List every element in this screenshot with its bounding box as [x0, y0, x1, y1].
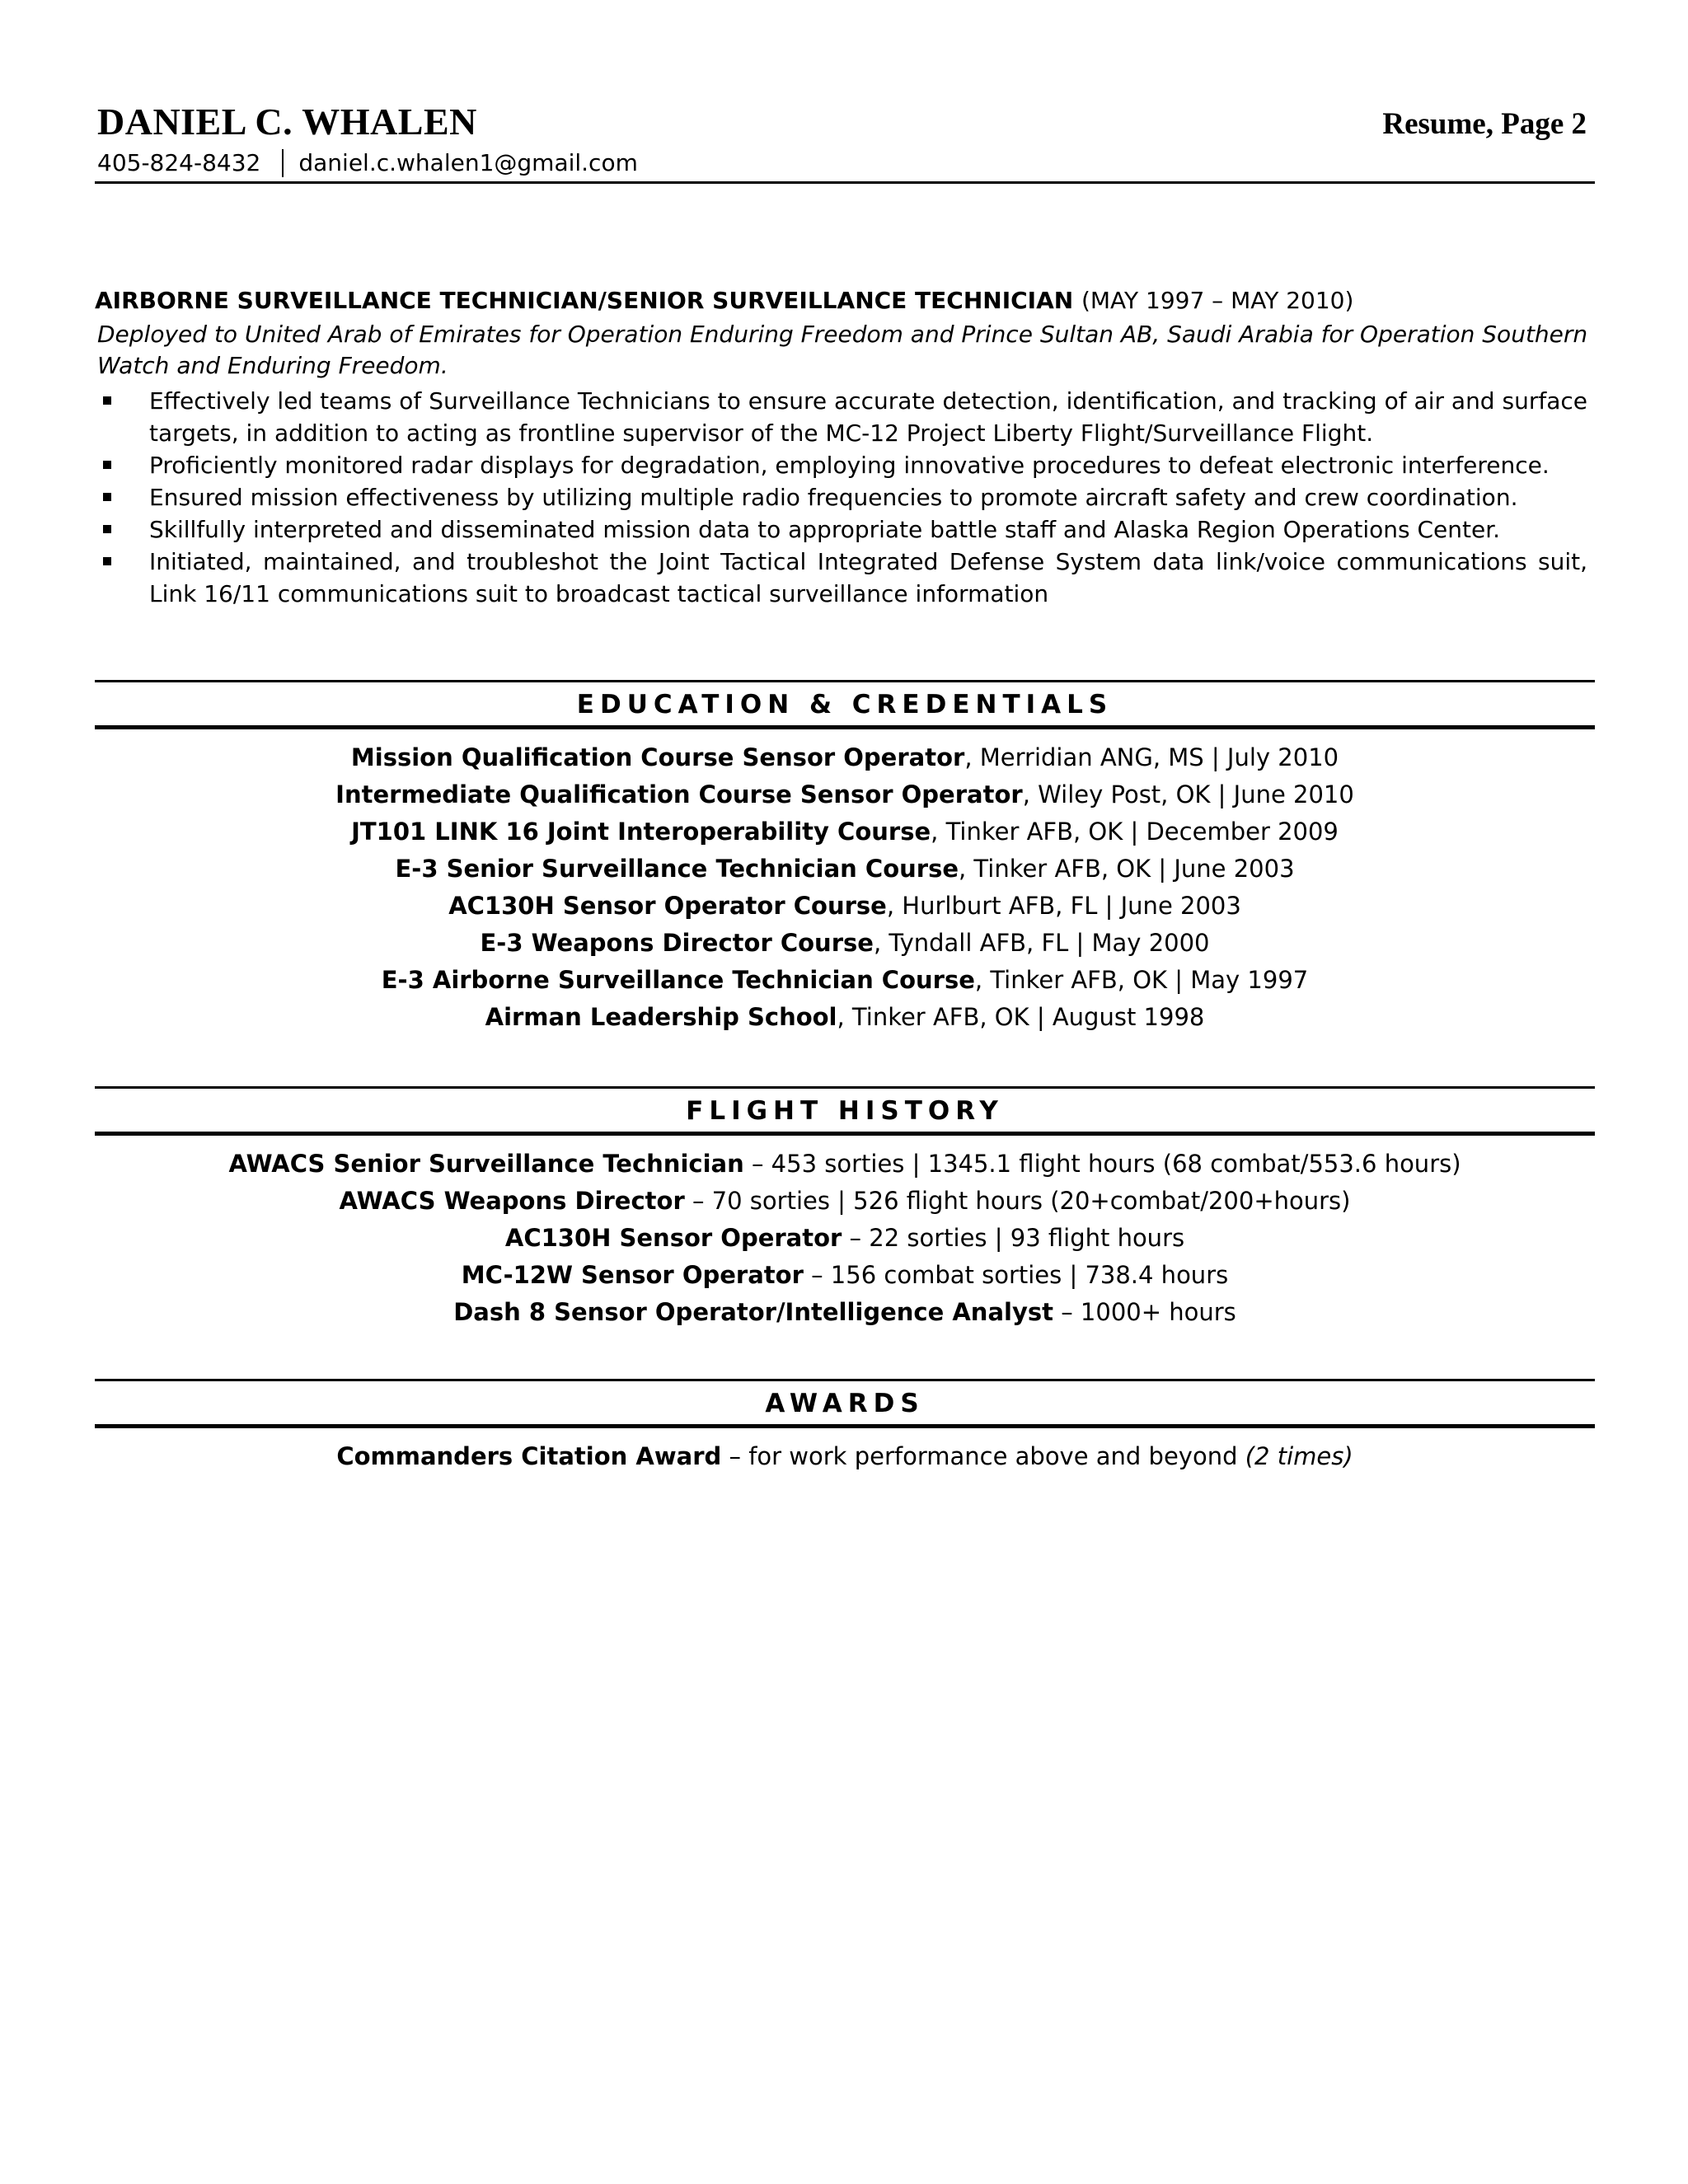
list-item: [95, 546, 1587, 610]
list-item: [95, 1294, 1595, 1331]
flight-history-list: [95, 1146, 1595, 1331]
award-name: Commanders Citation Award: [336, 1442, 722, 1470]
job-description: Deployed to United Arab of Emirates for Operation Enduring Freedom and Prince Sultan AB, Saudi Arabia for Operation Southern Watch and Enduring Freedom.: [97, 321, 1588, 379]
list-item: [95, 449, 1587, 481]
job-title: AIRBORNE SURVEILLANCE TECHNICIAN/SENIOR SURVEILLANCE TECHNICIAN: [95, 287, 1074, 314]
role-detail: – 453 sorties | 1345.1 flight hours (68 combat/553.6 hours): [743, 1150, 1461, 1178]
section-title: AWARDS: [765, 1389, 925, 1418]
course-detail: , Hurlburt AFB, FL | June 2003: [886, 892, 1241, 920]
contact-divider: [282, 149, 284, 177]
role-name: AWACS Senior Surveillance Technician: [228, 1150, 744, 1178]
section-rule-top: [95, 680, 1595, 682]
job-title-line: [95, 284, 1595, 317]
award-detail: – for work performance above and beyond: [721, 1442, 1245, 1470]
section-header: [95, 680, 1595, 729]
job-entry: [95, 284, 1595, 610]
bullet-text: Initiated, maintained, and troubleshot the Joint Tactical Integrated Defense System data link/voice communications suit, Link 16/11 communications suit to broadcast tactical surveillance information: [149, 548, 1587, 607]
course-detail: , Tyndall AFB, FL | May 2000: [873, 929, 1210, 957]
list-item: [95, 385, 1587, 449]
awards-section: [95, 1379, 1595, 1475]
section-rule-bottom: [95, 1424, 1595, 1428]
role-detail: – 156 combat sorties | 738.4 hours: [803, 1261, 1229, 1289]
list-item: [95, 813, 1595, 851]
role-detail: – 70 sorties | 526 flight hours (20+combat/200+hours): [684, 1187, 1351, 1215]
course-detail: , Wiley Post, OK | June 2010: [1022, 780, 1354, 808]
resume-page: [95, 99, 1595, 1470]
course-detail: , Tinker AFB, OK | June 2003: [959, 855, 1295, 883]
bullet-text: Skillfully interpreted and disseminated mission data to appropriate battle staff and Alaska Region Operations Center.: [149, 516, 1501, 543]
flight-history-section: [95, 1086, 1595, 1331]
list-item: [95, 925, 1595, 962]
bullet-text: Effectively led teams of Surveillance Technicians to ensure accurate detection, identification, and tracking of air and surface targets, in addition to acting as frontline supervisor of the MC-12 Project Liberty Flight/Surveillance Flight.: [149, 387, 1587, 447]
email-address[interactable]: daniel.c.whalen1@gmail.com: [298, 149, 638, 176]
list-item: [95, 776, 1595, 813]
course-detail: , Tinker AFB, OK | August 1998: [837, 1003, 1205, 1031]
course-name: Mission Qualification Course Sensor Operator: [350, 743, 965, 771]
list-item: [95, 1146, 1595, 1183]
bullet-icon: [103, 396, 111, 405]
course-name: Airman Leadership School: [485, 1003, 837, 1031]
section-title: FLIGHT HISTORY: [686, 1096, 1004, 1126]
role-name: AC130H Sensor Operator: [504, 1224, 842, 1252]
course-detail: , Tinker AFB, OK | May 1997: [974, 966, 1309, 994]
list-item: [95, 999, 1595, 1036]
role-detail: – 1000+ hours: [1053, 1298, 1236, 1326]
list-item: [95, 1438, 1595, 1475]
course-name: AC130H Sensor Operator Course: [448, 892, 887, 920]
role-name: AWACS Weapons Director: [339, 1187, 685, 1215]
list-item: [95, 888, 1595, 925]
phone-number: 405-824-8432: [97, 149, 261, 176]
resume-header: [95, 99, 1595, 190]
section-rule-top: [95, 1086, 1595, 1089]
page-label: Resume, Page 2: [1382, 107, 1587, 141]
award-note: (2 times): [1245, 1442, 1353, 1470]
awards-list: [95, 1438, 1595, 1475]
course-detail: , Merridian ANG, MS | July 2010: [964, 743, 1339, 771]
section-header: [95, 1379, 1595, 1428]
list-item: [95, 1220, 1595, 1257]
course-name: E-3 Weapons Director Course: [480, 929, 874, 957]
role-name: MC-12W Sensor Operator: [461, 1261, 804, 1289]
list-item: [95, 1183, 1595, 1220]
list-item: [95, 739, 1595, 776]
bullet-text: Ensured mission effectiveness by utilizing multiple radio frequencies to promote aircraft safety and crew coordination.: [149, 484, 1518, 511]
list-item: [95, 851, 1595, 888]
bullet-icon: [103, 525, 111, 533]
bullet-icon: [103, 461, 111, 469]
course-detail: , Tinker AFB, OK | December 2009: [931, 818, 1339, 846]
list-item: [95, 1257, 1595, 1294]
list-item: [95, 962, 1595, 999]
candidate-name: DANIEL C. WHALEN: [97, 101, 477, 143]
list-item: [95, 481, 1587, 513]
section-title: EDUCATION & CREDENTIALS: [576, 690, 1114, 719]
section-rule-bottom: [95, 1132, 1595, 1136]
course-name: E-3 Airborne Surveillance Technician Course: [381, 966, 975, 994]
bullet-text: Proficiently monitored radar displays for degradation, employing innovative procedures to defeat electronic interference.: [149, 452, 1550, 479]
education-list: [95, 739, 1595, 1036]
role-detail: – 22 sorties | 93 flight hours: [842, 1224, 1185, 1252]
section-rule-bottom: [95, 725, 1595, 729]
job-bullets: [95, 385, 1595, 610]
course-name: E-3 Senior Surveillance Technician Course: [395, 855, 959, 883]
job-dates: (MAY 1997 – MAY 2010): [1081, 287, 1354, 314]
course-name: JT101 LINK 16 Joint Interoperability Course: [351, 818, 931, 846]
course-name: Intermediate Qualification Course Sensor Operator: [335, 780, 1023, 808]
section-header: [95, 1086, 1595, 1136]
bullet-icon: [103, 493, 111, 501]
bullet-icon: [103, 557, 111, 565]
header-divider: [95, 181, 1595, 184]
role-name: Dash 8 Sensor Operator/Intelligence Analyst: [453, 1298, 1053, 1326]
list-item: [95, 513, 1587, 546]
contact-line: [97, 148, 638, 178]
education-section: [95, 680, 1595, 1036]
section-rule-top: [95, 1379, 1595, 1381]
